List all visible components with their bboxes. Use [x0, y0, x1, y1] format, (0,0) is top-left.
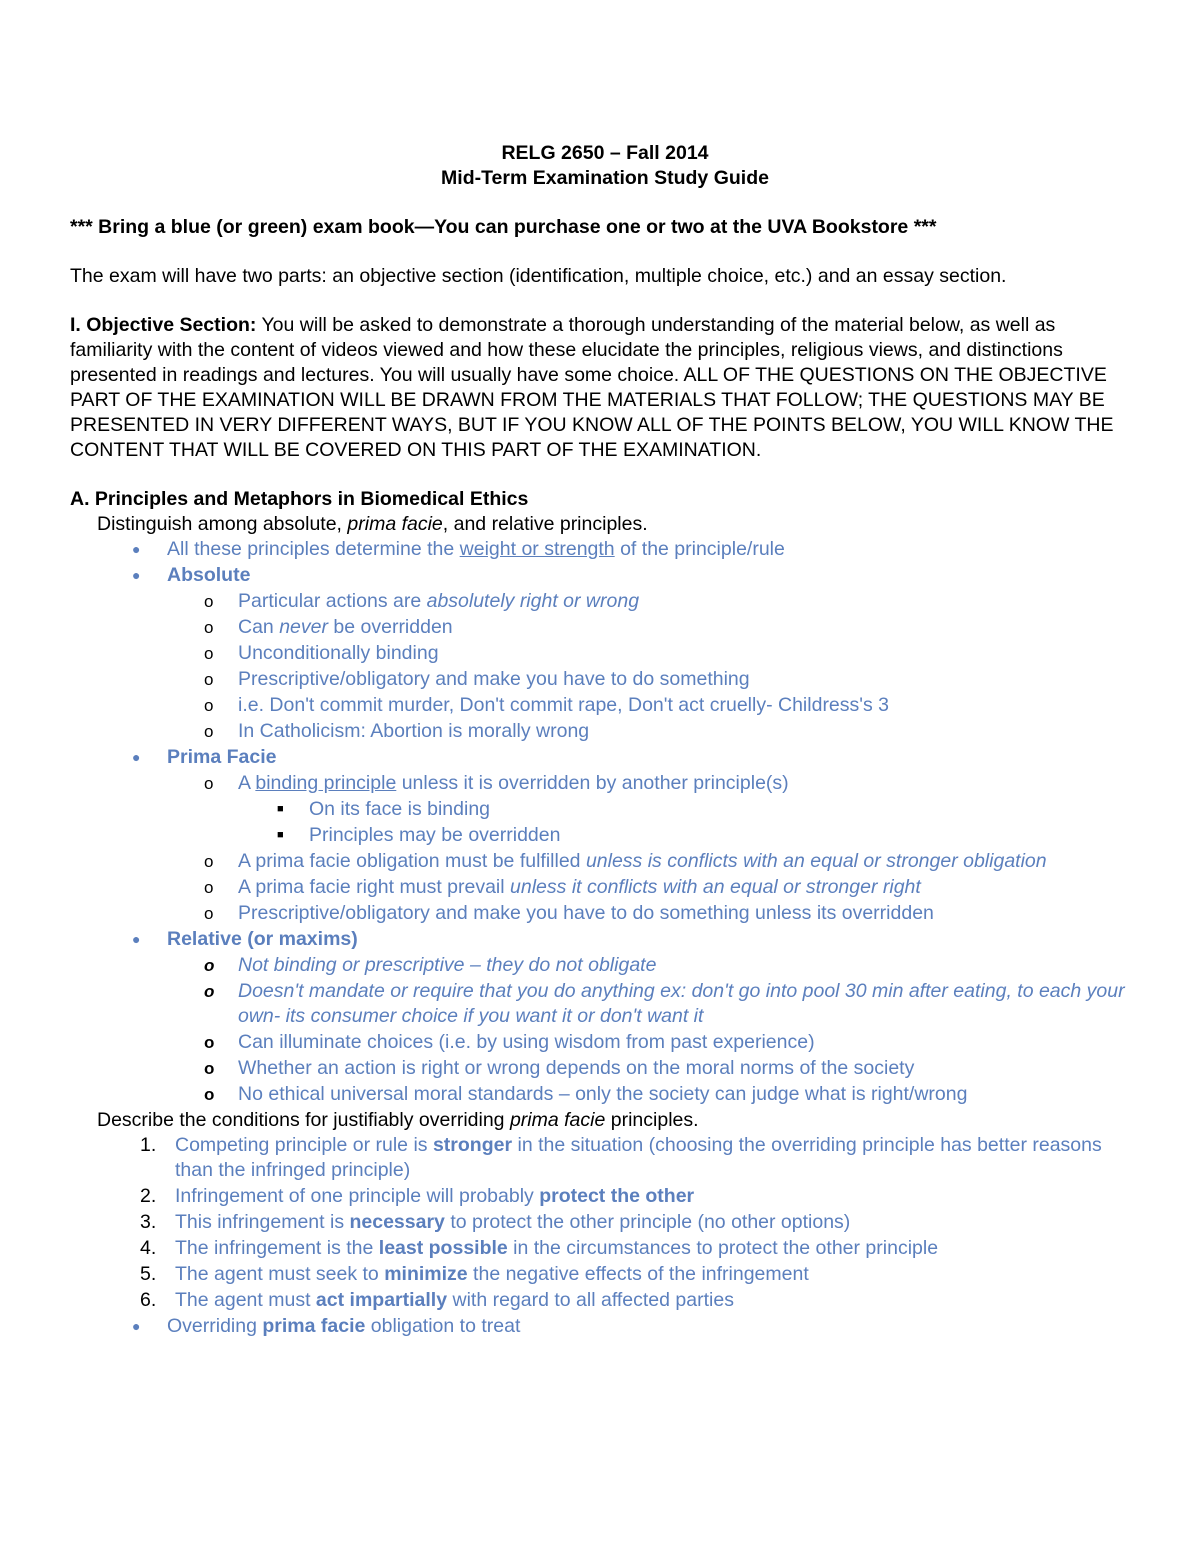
- list-item: o In Catholicism: Abortion is morally wrong: [204, 720, 590, 742]
- list-item: o A prima facie right must prevail unless it conflicts with an equal or stronger right: [204, 876, 921, 898]
- circle-bullet-icon: o: [204, 774, 214, 793]
- numbered-item: 6. The agent must act impartially with regard to all affected parties: [140, 1289, 734, 1311]
- objective-paragraph: [70, 313, 1140, 463]
- circle-bullet-icon: o: [204, 982, 215, 1001]
- list-item: o Particular actions are absolutely right or wrong: [204, 590, 640, 612]
- list-item: ● Overriding prima facie obligation to treat: [132, 1315, 521, 1337]
- circle-bullet-icon: o: [204, 904, 214, 923]
- circle-bullet-icon: o: [204, 1085, 215, 1104]
- list-item: o A binding principle unless it is overridden by another principle(s): [204, 772, 789, 794]
- document-subtitle: Mid-Term Examination Study Guide: [441, 167, 769, 189]
- list-item: o i.e. Don't commit murder, Don't commit rape, Don't act cruelly- Childress's 3: [204, 694, 890, 716]
- numbered-item: 1. Competing principle or rule is stronger in the situation (choosing the overriding principle has better reasons than the infringed principle): [140, 1134, 1102, 1181]
- prima-facie-heading: ● Prima Facie: [132, 746, 277, 768]
- circle-bullet-icon: o: [204, 670, 214, 689]
- circle-bullet-icon: o: [204, 956, 215, 975]
- numbered-item: 4. The infringement is the least possible in the circumstances to protect the other principle: [140, 1237, 939, 1259]
- bullet-icon: ●: [132, 541, 141, 557]
- circle-bullet-icon: o: [204, 1059, 215, 1078]
- list-item: ● All these principles determine the weight or strength of the principle/rule: [132, 538, 785, 560]
- bullet-icon: ●: [132, 931, 141, 947]
- intro-paragraph: The exam will have two parts: an objective section (identification, multiple choice, etc.) and an essay section.: [70, 265, 1007, 287]
- list-item: o Prescriptive/obligatory and make you have to do something: [204, 668, 750, 690]
- bullet-icon: ●: [132, 1318, 141, 1334]
- list-item: o Can never be overridden: [204, 616, 453, 638]
- relative-heading: ● Relative (or maxims): [132, 928, 358, 950]
- numbered-item: 3. This infringement is necessary to protect the other principle (no other options): [140, 1211, 851, 1233]
- list-item: o Can illuminate choices (i.e. by using wisdom from past experience): [204, 1031, 815, 1053]
- document-page: [70, 141, 1140, 1340]
- circle-bullet-icon: o: [204, 722, 214, 741]
- weight-strength-link[interactable]: weight or strength: [459, 538, 615, 560]
- section-a-heading: A. Principles and Metaphors in Biomedical Ethics: [70, 488, 529, 510]
- square-bullet-icon: ■: [277, 829, 284, 841]
- bullet-icon: ●: [132, 749, 141, 765]
- exam-book-notice: *** Bring a blue (or green) exam book—You can purchase one or two at the UVA Bookstore ***: [70, 216, 937, 238]
- list-item: ■ Principles may be overridden: [277, 824, 561, 846]
- bullet-icon: ●: [132, 567, 141, 583]
- objective-text: You will be asked to demonstrate a thorough understanding of the material below, as well as familiarity with the content of videos viewed and how these elucidate the principles, religious views, and distinctions presented in readings and lectures. You will usually have some choice. ALL OF THE QUESTIONS ON THE OBJECTIVE PART OF THE EXAMINATION WILL BE DRAWN FROM THE MATERIALS THAT FOLLOW; THE QUESTIONS MAY BE PRESENTED IN VERY DIFFERENT WAYS, BUT IF YOU KNOW ALL OF THE POINTS BELOW, YOU WILL KNOW THE CONTENT THAT WILL BE COVERED ON THIS PART OF THE EXAMINATION.: [70, 314, 1114, 461]
- list-item: o Prescriptive/obligatory and make you have to do something unless its overridden: [204, 902, 934, 924]
- circle-bullet-icon: o: [204, 878, 214, 897]
- list-item: o Doesn't mandate or require that you do anything ex: don't go into pool 30 min after eating, to each your own- its consumer choice if you want it or don't want it: [204, 980, 1125, 1027]
- circle-bullet-icon: o: [204, 696, 214, 715]
- circle-bullet-icon: o: [204, 852, 214, 871]
- list-item: o Not binding or prescriptive – they do not obligate: [204, 954, 657, 976]
- circle-bullet-icon: o: [204, 592, 214, 611]
- square-bullet-icon: ■: [277, 803, 284, 815]
- binding-principle-link[interactable]: binding principle: [255, 772, 397, 794]
- circle-bullet-icon: o: [204, 1033, 215, 1052]
- list-item: o Whether an action is right or wrong depends on the moral norms of the society: [204, 1057, 915, 1079]
- list-item: o A prima facie obligation must be fulfilled unless is conflicts with an equal or stronger obligation: [204, 850, 1047, 872]
- absolute-heading: ● Absolute: [132, 564, 251, 586]
- numbered-item: 2. Infringement of one principle will probably protect the other: [140, 1185, 695, 1207]
- list-item: o Unconditionally binding: [204, 642, 439, 664]
- objective-label: I. Objective Section:: [70, 314, 257, 336]
- numbered-item: 5. The agent must seek to minimize the negative effects of the infringement: [140, 1263, 809, 1285]
- question-distinguish: Distinguish among absolute, prima facie, and relative principles.: [97, 513, 648, 535]
- list-item: ■ On its face is binding: [277, 798, 491, 820]
- course-title: RELG 2650 – Fall 2014: [501, 142, 709, 164]
- question-conditions: Describe the conditions for justifiably overriding prima facie principles.: [97, 1109, 699, 1131]
- list-item: o No ethical universal moral standards – only the society can judge what is right/wrong: [204, 1083, 968, 1105]
- circle-bullet-icon: o: [204, 644, 214, 663]
- circle-bullet-icon: o: [204, 618, 214, 637]
